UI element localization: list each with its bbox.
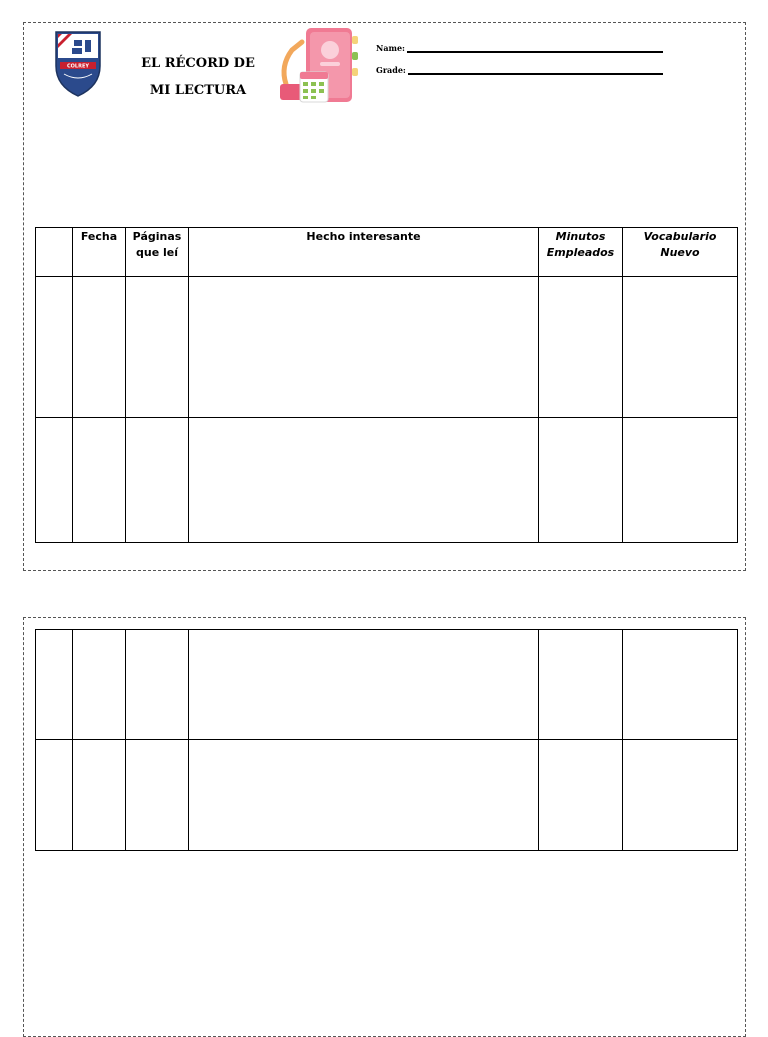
grade-input-line[interactable] bbox=[408, 72, 663, 75]
column-header-fecha: Fecha bbox=[73, 228, 126, 277]
table-row bbox=[36, 418, 738, 543]
school-crest-logo bbox=[52, 28, 104, 98]
table-row bbox=[36, 277, 738, 418]
reading-log-table bbox=[35, 227, 738, 543]
notebook-calendar-illustration bbox=[276, 26, 362, 108]
name-label: Name: bbox=[376, 43, 406, 53]
column-header-minutos: Minutos Empleados bbox=[539, 228, 623, 277]
column-header-paginas: Páginas que leí bbox=[126, 228, 189, 277]
reading-log-table-continued bbox=[35, 629, 738, 851]
column-header-vocabulario: Vocabulario Nuevo bbox=[623, 228, 738, 277]
table-row bbox=[36, 630, 738, 740]
worksheet-title-line1: EL RÉCORD DE bbox=[141, 56, 255, 71]
grade-label: Grade: bbox=[376, 65, 406, 75]
grade-field[interactable] bbox=[376, 65, 663, 75]
name-field[interactable] bbox=[376, 43, 663, 53]
table-header-row bbox=[36, 228, 738, 277]
name-input-line[interactable] bbox=[407, 50, 663, 53]
worksheet-title-line2: MI LECTURA bbox=[149, 83, 247, 98]
svg-text:COLREY: COLREY bbox=[67, 63, 89, 70]
table-row bbox=[36, 740, 738, 851]
column-header-hecho: Hecho interesante bbox=[189, 228, 539, 277]
column-header-index bbox=[36, 228, 73, 277]
